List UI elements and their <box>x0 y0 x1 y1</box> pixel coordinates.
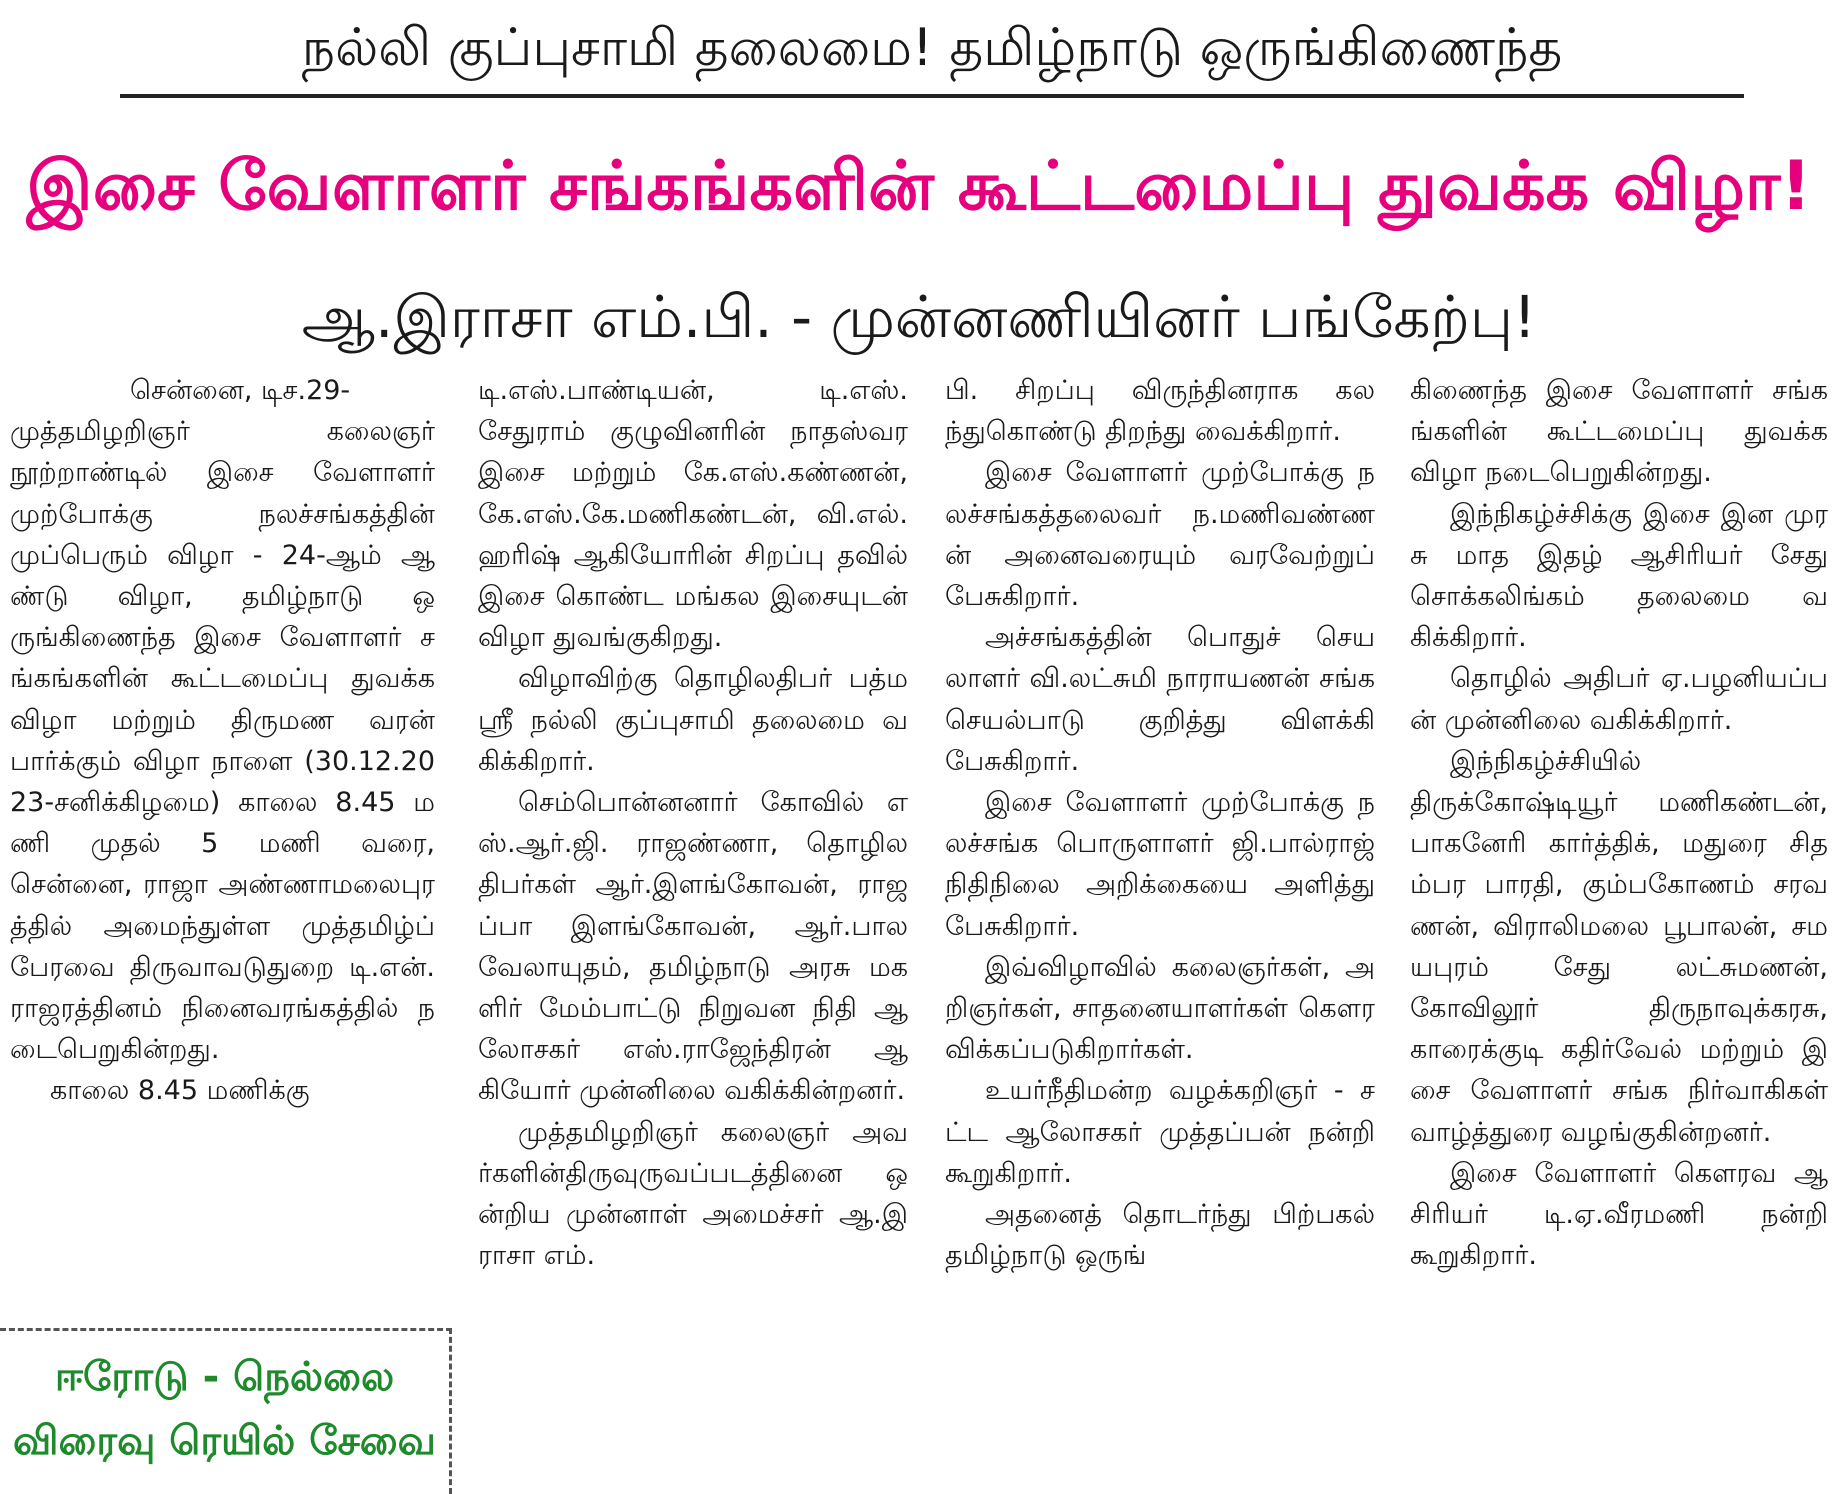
article-paragraph: முத்தமிழறிஞர் கலைஞர் நூற்றாண்டில் இசை வேளாளர் முற்போக்கு நலச்சங்கத்தின் முப்பெரும் விழா - 24-ஆம் ஆண்டு விழா, தமிழ்நாடு ஒருங்கிணைந்த இசை வேளாளர் சங்கங்களின் கூட்டமைப்பு துவக்க விழா மற்றும் திருமண வரன் பார்க்கும் விழா நாளை (30.12.2023-சனிக்கிழமை) காலை 8.45 மணி முதல் 5 மணி வரை, சென்னை, ராஜா அண்ணாமலைபுரத்தில் அமைந்துள்ள முத்தமிழ்ப் பேரவை திருவாவடுதுறை டி.என்.ராஜரத்தினம் நினைவரங்கத்தில் நடைபெறுகின்றது. <box>10 416 435 1066</box>
article-paragraph: அச்சங்கத்தின் பொதுச் செயலாளர் வி.லட்சுமி நாராயணன் சங்க செயல்பாடு குறித்து விளக்கி பேசுகிறார். <box>945 622 1375 777</box>
article-column-2 <box>478 370 908 1276</box>
article-paragraph: இசை வேளாளர் முற்போக்கு நலச்சங்க பொருளாளர் ஜி.பால்ராஜ் நிதிநிலை அறிக்கையை அளித்து பேசுகிறார். <box>945 787 1375 942</box>
article-paragraph: விழாவிற்கு தொழிலதிபர் பத்மஸ்ரீ நல்லி குப்புசாமி தலைமை வகிக்கிறார். <box>478 663 908 777</box>
main-headline: இசை வேளாளர் சங்கங்களின் கூட்டமைப்பு துவக்க விழா! <box>26 147 1812 226</box>
box-headline-line-2: விரைவு ரெயில் சேவை <box>13 1418 436 1464</box>
article-paragraph: தொழில் அதிபர் ஏ.பழனியப்பன் முன்னிலை வகிக்கிறார். <box>1410 663 1828 736</box>
article-paragraph: காலை 8.45 மணிக்கு <box>50 1075 310 1107</box>
train-service-box <box>0 1328 452 1494</box>
article-column-3 <box>945 370 1375 1276</box>
article-paragraph: பி. சிறப்பு விருந்தினராக கலந்துகொண்டு திறந்து வைக்கிறார். <box>945 375 1375 448</box>
article-paragraph: முத்தமிழறிஞர் கலைஞர் அவர்களின்திருவுருவப்படத்தினை ஒன்றிய முன்னாள் அமைச்சர் ஆ.இராசா எம். <box>478 1116 908 1272</box>
article-column-4 <box>1410 370 1828 1276</box>
kicker-banner <box>120 6 1744 98</box>
dateline: சென்னை, டிச.29- <box>130 375 351 406</box>
article-paragraph: கிணைந்த இசை வேளாளர் சங்கங்களின் கூட்டமைப்பு துவக்க விழா நடைபெறுகின்றது. <box>1410 375 1828 489</box>
kicker-text: நல்லி குப்புசாமி தலைமை! தமிழ்நாடு ஒருங்கிணைந்த <box>301 18 1563 78</box>
article-paragraph: இசை வேளாளர் கௌரவ ஆசிரியர் டி.ஏ.வீரமணி நன்றி கூறுகிறார். <box>1410 1157 1828 1272</box>
article-paragraph: இந்நிகழ்ச்சிக்கு இசை இன முரசு மாத இதழ் ஆசிரியர் சேது சொக்கலிங்கம் தலைமை வகிக்கிறார். <box>1410 498 1828 654</box>
article-paragraph: இவ்விழாவில் கலைஞர்கள், அறிஞர்கள், சாதனையாளர்கள் கௌரவிக்கப்படுகிறார்கள். <box>945 951 1375 1066</box>
article-paragraph: டி.எஸ்.பாண்டியன், டி.எஸ்.சேதுராம் குழுவினரின் நாதஸ்வர இசை மற்றும் கே.எஸ்.கண்ணன், கே.எஸ்.கே.மணிகண்டன், வி.எல்.ஹரிஷ் ஆகியோரின் சிறப்பு தவில் இசை கொண்ட மங்கல இசையுடன் விழா துவங்குகிறது. <box>478 375 908 654</box>
article-paragraph: அதனைத் தொடர்ந்து பிற்பகல் தமிழ்நாடு ஒருங் <box>945 1199 1375 1272</box>
article-paragraph: செம்பொன்னனார் கோவில் எஸ்.ஆர்.ஜி. ராஜண்ணா, தொழிலதிபர்கள் ஆர்.இளங்கோவன், ராஜப்பா இளங்கோவன், ஆர்.பாலவேலாயுதம், தமிழ்நாடு அரசு மகளிர் மேம்பாட்டு நிறுவன நிதி ஆலோசகர் எஸ்.ராஜேந்திரன் ஆகியோர் முன்னிலை வகிக்கின்றனர். <box>478 787 908 1107</box>
article-paragraph: உயர்நீதிமன்ற வழக்கறிஞர் - சட்ட ஆலோசகர் முத்தப்பன் நன்றி கூறுகிறார். <box>945 1075 1375 1189</box>
article-column-1 <box>10 370 435 1112</box>
article-paragraph: இசை வேளாளர் முற்போக்கு நலச்சங்கத்தலைவர் ந.மணிவண்ணன் அனைவரையும் வரவேற்றுப் பேசுகிறார். <box>945 457 1375 613</box>
box-headline-line-1: ஈரோடு - நெல்லை <box>54 1354 395 1400</box>
sub-headline: ஆ.இராசா எம்.பி. - முன்னணியினர் பங்கேற்பு! <box>301 283 1537 351</box>
article-paragraph: இந்நிகழ்ச்சியில் திருக்கோஷ்டியூர் மணிகண்டன், பாகனேரி கார்த்திக், மதுரை சிதம்பர பாரதி, கும்பகோணம் சரவணன், விராலிமலை பூபாலன், சமயபுரம் சேது லட்சுமணன், கோவிலூர் திருநாவுக்கரசு, காரைக்குடி கதிர்வேல் மற்றும் இசை வேளாளர் சங்க நிர்வாகிகள் வாழ்த்துரை வழங்குகின்றனர். <box>1410 745 1828 1148</box>
